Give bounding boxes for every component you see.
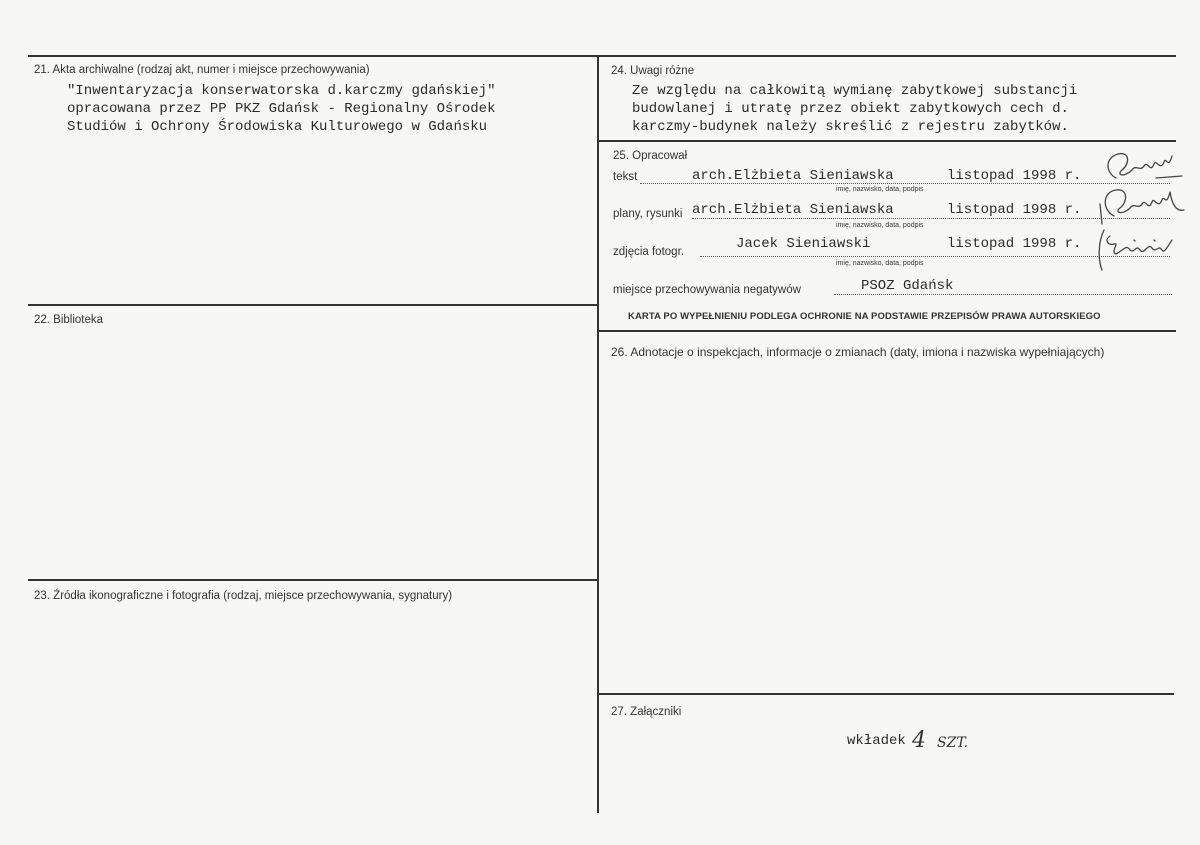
- divider-26-27: [598, 693, 1174, 695]
- section-24-line-2: budowlanej i utratę przez obiekt zabytkowych cech d.: [632, 101, 1069, 117]
- row-plans-label: plany, rysunki: [613, 208, 683, 220]
- section-25-label: 25. Opracował: [613, 150, 688, 162]
- section-26-label: 26. Adnotacje o inspekcjach, informacje o zmianach (daty, imiona i nazwiska wypełniających): [611, 345, 1105, 359]
- negatives-label: miejsce przechowywania negatywów: [613, 284, 801, 296]
- section-22-label: 22. Biblioteka: [34, 314, 104, 326]
- section-24-line-3: karczmy-budynek należy skreślić z rejestru zabytków.: [632, 119, 1069, 135]
- top-rule: [28, 55, 1176, 57]
- attachments-count: 4: [912, 728, 926, 753]
- divider-25-26: [598, 330, 1176, 332]
- column-divider: [597, 55, 599, 813]
- section-23-label: 23. Źródła ikonograficzne i fotografia (rodzaj, miejsce przechowywania, sygnatury): [34, 590, 453, 602]
- section-24-line-1: Ze względu na całkowitą wymianę zabytkowej substancji: [632, 83, 1078, 99]
- section-21-label: 21. Akta archiwalne (rodzaj akt, numer i miejsce przechowywania): [34, 64, 370, 76]
- section-21-line-1: "Inwentaryzacja konserwatorska d.karczmy gdańskiej": [67, 83, 496, 99]
- attachments-unit: SZT.: [937, 735, 969, 751]
- row-plans-name: arch.Elżbieta Sieniawska: [692, 202, 894, 218]
- divider-24-25: [598, 140, 1176, 142]
- section-24-label: 24. Uwagi różne: [611, 65, 695, 77]
- section-21-line-3: Studiów i Ochrony Środowiska Kulturowego w Gdańsku: [67, 119, 488, 135]
- negatives-value: PSOZ Gdańsk: [861, 278, 954, 294]
- copyright-note: KARTA PO WYPEŁNIENIU PODLEGA OCHRONIE NA PODSTAWIE PRZEPISÓW PRAWA AUTORSKIEGO: [628, 311, 1101, 322]
- row-text-label: tekst: [613, 171, 638, 183]
- divider-21-22: [28, 304, 598, 306]
- signature-1: [1096, 148, 1186, 188]
- row-text-name: arch.Elżbieta Sieniawska: [692, 168, 894, 184]
- negatives-dotted-line: [834, 294, 1172, 295]
- row-text-date: listopad 1998 r.: [947, 168, 1082, 184]
- signature-2: [1092, 184, 1187, 226]
- row-plans-date: listopad 1998 r.: [947, 202, 1082, 218]
- signature-3: [1094, 226, 1179, 272]
- divider-22-23: [28, 579, 598, 581]
- row-photos-label: zdjęcia fotogr.: [613, 246, 684, 258]
- row-photos-caption: imię, nazwisko, data, podpis: [836, 260, 924, 267]
- section-27-label: 27. Załączniki: [611, 706, 682, 718]
- attachments-insert-label: wkładek: [847, 733, 906, 749]
- row-plans-caption: imię, nazwisko, data, podpis: [836, 222, 924, 229]
- row-photos-name: Jacek Sieniawski: [736, 236, 871, 252]
- row-photos-date: listopad 1998 r.: [947, 236, 1082, 252]
- section-21-line-2: opracowana przez PP PKZ Gdańsk - Regionalny Ośrodek: [67, 101, 496, 117]
- row-text-caption: imię, nazwisko, data, podpis: [836, 186, 924, 193]
